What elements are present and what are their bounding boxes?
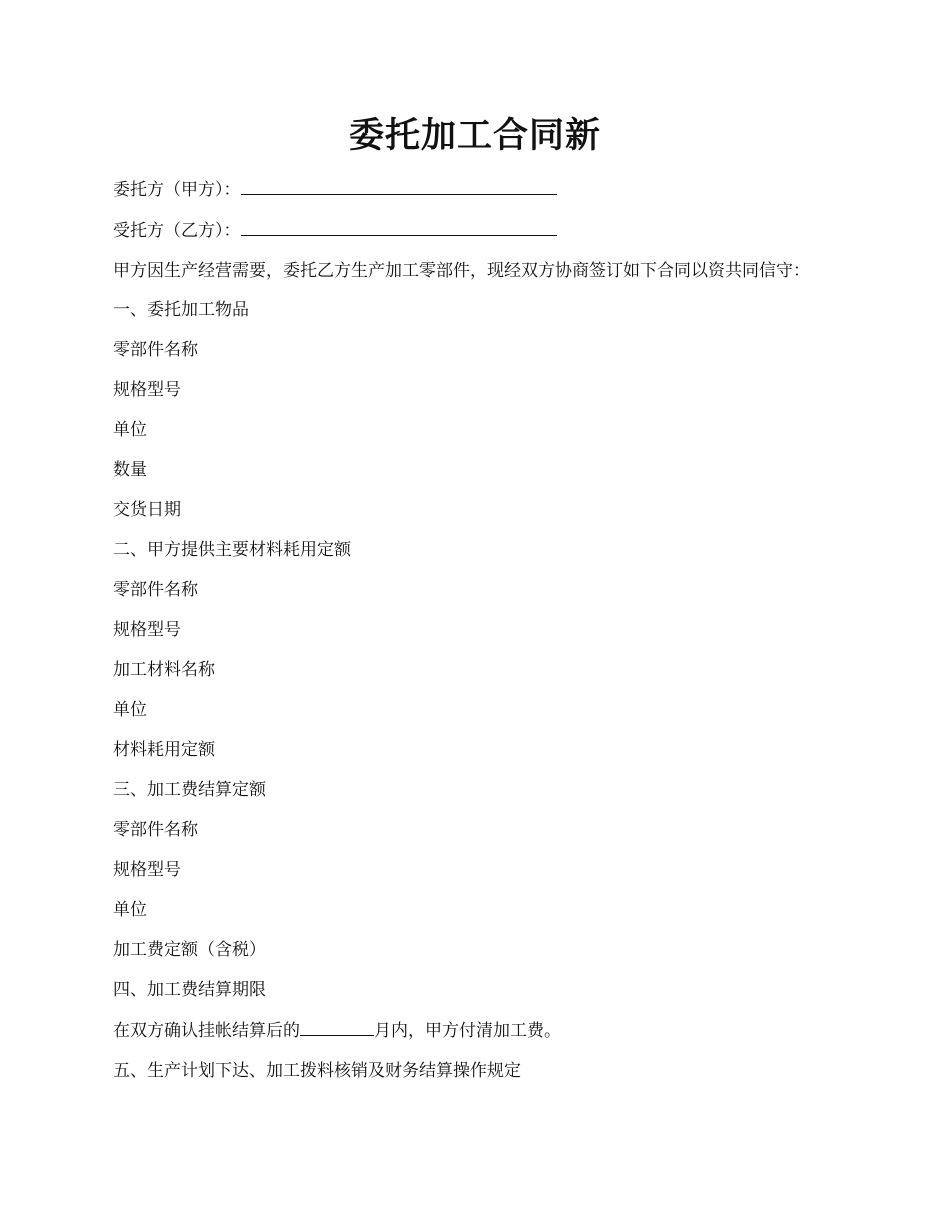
- party-b-line: [113, 219, 843, 242]
- section-3-heading: 三、加工费结算定额: [113, 780, 266, 800]
- section-1-item: 规格型号: [113, 380, 181, 400]
- section-3-item: 加工费定额（含税）: [113, 940, 266, 960]
- document-title: 委托加工合同新: [348, 115, 601, 156]
- section-2-item: 零部件名称: [113, 580, 198, 600]
- section-2-item: 单位: [113, 700, 147, 720]
- section-1-item: 零部件名称: [113, 340, 198, 360]
- intro-paragraph: 甲方因生产经营需要，委托乙方生产加工零部件，现经双方协商签订如下合同以资共同信守：: [113, 261, 810, 281]
- section-3-item: 规格型号: [113, 860, 181, 880]
- payment-term-after: 月内，甲方付清加工费。: [374, 1021, 561, 1041]
- party-a-blank: [241, 178, 557, 195]
- section-1-item: 单位: [113, 420, 147, 440]
- section-2-item: 加工材料名称: [113, 660, 215, 680]
- document-body: [113, 178, 843, 1100]
- party-a-line: [113, 178, 843, 201]
- section-4-heading: 四、加工费结算期限: [113, 980, 266, 1000]
- payment-term-blank: [300, 1019, 374, 1036]
- payment-term-before: 在双方确认挂帐结算后的: [113, 1021, 300, 1041]
- payment-term-line: [113, 1019, 843, 1042]
- section-1-heading: 一、委托加工物品: [113, 300, 249, 320]
- section-3-item: 零部件名称: [113, 820, 198, 840]
- section-5-heading: 五、生产计划下达、加工拨料核销及财务结算操作规定: [113, 1061, 521, 1081]
- section-2-item: 规格型号: [113, 620, 181, 640]
- party-b-label: 受托方（乙方）：: [113, 221, 241, 241]
- section-3-item: 单位: [113, 900, 147, 920]
- section-2-item: 材料耗用定额: [113, 740, 215, 760]
- section-1-item: 数量: [113, 460, 147, 480]
- section-2-heading: 二、甲方提供主要材料耗用定额: [113, 540, 351, 560]
- party-b-blank: [241, 219, 557, 236]
- party-a-label: 委托方（甲方）：: [113, 180, 241, 200]
- section-1-item: 交货日期: [113, 500, 181, 520]
